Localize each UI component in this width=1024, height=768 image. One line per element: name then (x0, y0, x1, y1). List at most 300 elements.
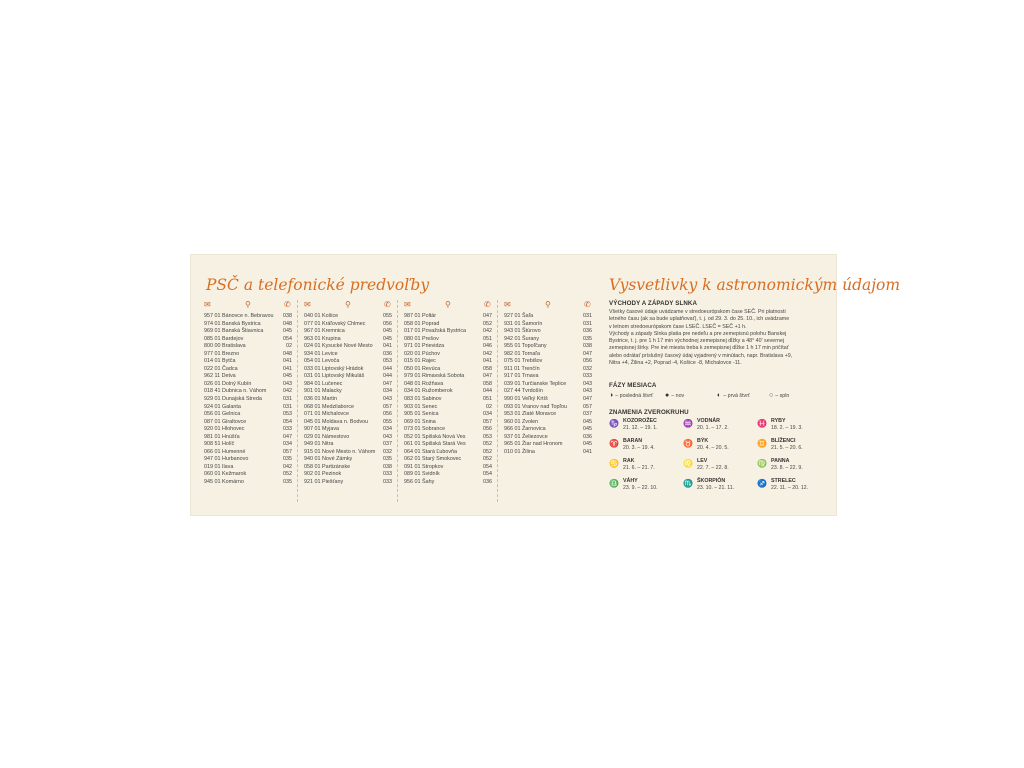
table-row (300, 411, 396, 419)
phone-prefix: 045 (583, 441, 592, 448)
phone-prefix: 057 (283, 448, 292, 455)
phone-prefix: 056 (483, 426, 492, 433)
table-row (200, 328, 296, 336)
zodiac-sign-icon: ♎ (609, 479, 619, 488)
postal-town: 931 01 Šamorín (504, 320, 543, 327)
zodiac-name: BÝK (697, 438, 709, 444)
zodiac-name: PANNA (771, 458, 790, 464)
postal-town: 962 11 Detva (204, 373, 236, 380)
postal-town: 977 01 Brezno (204, 350, 240, 357)
postal-town: 080 01 Prešov (404, 335, 439, 342)
phone-prefix: 035 (383, 456, 392, 463)
phone-prefix: 035 (583, 335, 592, 342)
postal-town: 039 01 Turčianske Teplice (504, 380, 567, 387)
table-row (400, 404, 496, 412)
zodiac-dates: 21. 6. – 21. 7. (623, 465, 655, 471)
zodiac-sign-icon: ♊ (757, 439, 767, 448)
phone-prefix: 045 (383, 328, 392, 335)
postal-town: 920 01 Hlohovec (204, 426, 245, 433)
phone-prefix: 038 (283, 313, 292, 319)
phone-prefix: 034 (483, 411, 492, 418)
zodiac-name: RYBY (771, 418, 786, 424)
table-row (200, 434, 296, 442)
table-row (500, 351, 596, 359)
table-row (300, 471, 396, 479)
zodiac-dates: 22. 7. – 22. 8. (697, 465, 729, 471)
table-row (500, 388, 596, 396)
table-row (500, 328, 596, 336)
table-row (200, 313, 296, 321)
zodiac-dates: 18. 2. – 19. 3. (771, 425, 803, 431)
table-row (200, 343, 296, 351)
zodiac-sign-icon: ♐ (757, 479, 767, 488)
zodiac-name: STRELEC (771, 478, 796, 484)
zodiac-item (757, 438, 831, 458)
postal-town: 018 41 Dubnica n. Váhom (204, 388, 267, 395)
postal-town: 987 01 Poltár (404, 313, 437, 319)
phone-icon: ✆ (284, 300, 291, 309)
sunrise-text-line: letného času (ak sa bude uplatňovať), t. j. od 29. 3. do 25. 10., ich uvádzame (609, 316, 790, 323)
zodiac-sign-icon: ♏ (683, 479, 693, 488)
postal-town: 963 01 Krupina (304, 335, 341, 342)
phone-prefix: 056 (383, 411, 392, 418)
table-row (200, 419, 296, 427)
postal-town: 965 01 Žiar nad Hronom (504, 441, 563, 448)
phone-prefix: 047 (583, 350, 592, 357)
postal-town: 034 01 Ružomberok (404, 388, 453, 395)
postal-town: 915 01 Nové Mesto n. Váhom (304, 448, 376, 455)
phone-prefix: 042 (483, 328, 492, 335)
postal-town: 017 01 Považská Bystrica (404, 328, 467, 335)
postal-town: 031 01 Liptovský Mikuláš (304, 373, 365, 380)
zodiac-item (609, 438, 683, 458)
table-row (300, 419, 396, 427)
moon-phase-label: – prvá štvrť (723, 393, 750, 399)
postal-town: 953 01 Zlaté Moravce (504, 411, 557, 418)
zodiac-name: ŠKORPIÓN (697, 478, 726, 484)
phone-prefix: 031 (583, 313, 592, 319)
table-row (400, 321, 496, 329)
table-row (300, 321, 396, 329)
postal-town: 902 01 Pezinok (304, 471, 342, 478)
phone-prefix: 033 (383, 479, 392, 486)
zodiac-name: LEV (697, 458, 708, 464)
phone-icon: ✆ (584, 300, 591, 309)
zodiac-item (609, 418, 683, 438)
postal-town: 929 01 Dunajská Streda (204, 396, 262, 403)
table-row (500, 426, 596, 434)
table-row (300, 351, 396, 359)
zodiac-item (683, 478, 757, 498)
zodiac-name: KOZOROŽEC (623, 418, 657, 424)
phone-icon: ✆ (484, 300, 491, 309)
phone-prefix: 035 (283, 456, 292, 463)
postal-town: 917 01 Trnava (504, 373, 539, 380)
postal-town: 085 01 Bardejov (204, 335, 244, 342)
phone-prefix: 037 (383, 441, 392, 448)
postal-town: 957 01 Bánovce n. Bebravou (204, 313, 274, 319)
table-row (400, 419, 496, 427)
phone-prefix: 034 (383, 426, 392, 433)
table-row (400, 381, 496, 389)
phone-prefix: 041 (583, 448, 592, 455)
table-row (400, 449, 496, 457)
table-row (400, 396, 496, 404)
zodiac-dates: 21. 12. – 19. 1. (623, 425, 658, 431)
phone-prefix: 056 (383, 320, 392, 327)
postal-town: 026 01 Dolný Kubín (204, 380, 252, 387)
mail-icon: ✉ (304, 300, 311, 309)
phone-prefix: 033 (383, 471, 392, 478)
table-row (400, 479, 496, 487)
pin-icon: ⚲ (345, 300, 351, 309)
postal-town: 942 01 Šurany (504, 335, 540, 342)
postal-town: 921 01 Piešťany (304, 479, 344, 486)
column-divider (497, 300, 498, 502)
table-row (500, 441, 596, 449)
phone-prefix: 02 (486, 403, 492, 410)
zodiac-dates: 23. 10. – 21. 11. (697, 485, 735, 491)
phone-prefix: 031 (283, 403, 292, 410)
table-row (500, 336, 596, 344)
postal-town: 024 01 Kysucké Nové Mesto (304, 343, 373, 350)
postal-town: 949 01 Nitra (304, 441, 334, 448)
moon-phase-item (665, 391, 684, 401)
table-row (200, 396, 296, 404)
table-row (300, 434, 396, 442)
phone-prefix: 043 (583, 380, 592, 387)
table-row (200, 404, 296, 412)
phone-prefix: 042 (283, 463, 292, 470)
zodiac-item (757, 478, 831, 498)
zodiac-dates: 21. 5. – 20. 6. (771, 445, 803, 451)
phone-prefix: 052 (483, 441, 492, 448)
moon-phase-icon: ◑ (609, 392, 614, 399)
postal-town: 947 01 Hurbanovo (204, 456, 249, 463)
phone-prefix: 045 (383, 335, 392, 342)
zodiac-list (609, 418, 831, 498)
zodiac-name: BLÍŽENCI (771, 438, 796, 444)
phone-prefix: 035 (283, 479, 292, 486)
table-row (400, 336, 496, 344)
postal-town: 056 01 Gelnica (204, 411, 241, 418)
table-row (300, 336, 396, 344)
table-row (200, 479, 296, 487)
phone-prefix: 041 (283, 358, 292, 365)
sunrise-text-line: zemepisnej šírky. Pre iné miesta treba k zemepisnej dĺžke 1 h 17 min pričítať (609, 345, 789, 352)
postal-town: 075 01 Trebišov (504, 358, 543, 365)
phone-prefix: 033 (283, 426, 292, 433)
postal-column (200, 300, 296, 510)
zodiac-dates: 22. 11. – 20. 12. (771, 485, 809, 491)
phone-prefix: 051 (483, 335, 492, 342)
table-row (200, 464, 296, 472)
postal-town: 014 01 Bytča (204, 358, 236, 365)
phone-prefix: 047 (383, 380, 392, 387)
postal-town: 052 01 Spišská Nová Ves (404, 433, 466, 440)
zodiac-dates: 23. 9. – 22. 10. (623, 485, 658, 491)
postal-town: 905 01 Senica (404, 411, 439, 418)
table-row (400, 411, 496, 419)
table-row (200, 366, 296, 374)
phone-prefix: 048 (283, 350, 292, 357)
zodiac-item (683, 418, 757, 438)
table-row (200, 351, 296, 359)
table-row (300, 358, 396, 366)
moon-phase-label: – nov (671, 393, 685, 399)
table-row (500, 404, 596, 412)
postal-town: 033 01 Liptovský Hrádok (304, 365, 364, 372)
postal-town: 924 01 Galanta (204, 403, 241, 410)
postal-town: 984 01 Lučenec (304, 380, 343, 387)
phone-prefix: 056 (583, 358, 592, 365)
table-row (500, 366, 596, 374)
phone-icon: ✆ (384, 300, 391, 309)
phone-prefix: 034 (383, 388, 392, 395)
zodiac-sign-icon: ♓ (757, 419, 767, 428)
zodiac-sign-icon: ♍ (757, 459, 767, 468)
table-row (400, 471, 496, 479)
zodiac-sign-icon: ♒ (683, 419, 693, 428)
postal-town: 089 01 Svidník (404, 471, 440, 478)
phone-prefix: 047 (583, 396, 592, 403)
phone-prefix: 047 (483, 373, 492, 380)
postal-town: 937 01 Želiezovce (504, 433, 548, 440)
sunrise-text-line: Východy a západy Slnka platia pre nedeľu a pre zemepisnú polohu Banskej (609, 330, 787, 337)
table-row (500, 381, 596, 389)
phone-prefix: 036 (483, 479, 492, 486)
table-row (400, 426, 496, 434)
zodiac-name: RAK (623, 458, 635, 464)
postal-town: 020 01 Púchov (404, 350, 440, 357)
postal-town: 010 01 Žilina (504, 448, 535, 455)
postal-town: 911 01 Trenčín (504, 365, 540, 372)
table-row (200, 426, 296, 434)
zodiac-item (757, 418, 831, 438)
sunrise-heading: VÝCHODY A ZÁPADY SLNKA (609, 300, 698, 307)
postal-town: 019 01 Ilava (204, 463, 234, 470)
postal-town: 943 01 Štúrovo (504, 328, 541, 335)
postal-town: 091 01 Stropkov (404, 463, 444, 470)
moon-phase-item (717, 391, 750, 401)
table-row (300, 328, 396, 336)
phone-prefix: 053 (483, 433, 492, 440)
postal-town: 960 01 Zvolen (504, 418, 539, 425)
table-row (500, 343, 596, 351)
table-row (500, 396, 596, 404)
phone-prefix: 043 (583, 388, 592, 395)
pin-icon: ⚲ (545, 300, 551, 309)
table-row (300, 404, 396, 412)
table-row (300, 426, 396, 434)
postal-town: 903 01 Senec (404, 403, 438, 410)
zodiac-item (609, 458, 683, 478)
astronomy-legend-section (609, 254, 901, 516)
phone-prefix: 043 (383, 396, 392, 403)
phone-prefix: 053 (283, 411, 292, 418)
postal-town: 966 01 Žarnovica (504, 426, 546, 433)
zodiac-heading: ZNAMENIA ZVEROKRUHU (609, 409, 689, 416)
zodiac-item (757, 458, 831, 478)
phone-prefix: 032 (383, 448, 392, 455)
phone-prefix: 055 (383, 418, 392, 425)
table-row (500, 373, 596, 381)
zodiac-name: BARAN (623, 438, 643, 444)
zodiac-sign-icon: ♋ (609, 459, 619, 468)
postal-town: 061 01 Spišská Stará Ves (404, 441, 466, 448)
postal-town: 036 01 Martin (304, 396, 337, 403)
postal-town: 093 01 Vranov nad Topľou (504, 403, 568, 410)
table-row (500, 313, 596, 321)
zodiac-item (609, 478, 683, 498)
table-row (300, 396, 396, 404)
table-row (300, 388, 396, 396)
phone-prefix: 045 (283, 328, 292, 335)
zodiac-sign-icon: ♈ (609, 439, 619, 448)
table-row (200, 336, 296, 344)
table-row (300, 449, 396, 457)
phone-prefix: 047 (283, 433, 292, 440)
phone-prefix: 043 (383, 433, 392, 440)
phone-prefix: 058 (483, 365, 492, 372)
zodiac-dates: 20. 1. – 17. 2. (697, 425, 729, 431)
zodiac-item (683, 438, 757, 458)
phone-prefix: 036 (583, 328, 592, 335)
moon-phase-label: – spln (775, 393, 790, 399)
table-row (500, 449, 596, 457)
phone-prefix: 054 (283, 418, 292, 425)
postal-town: 971 01 Prievidza (404, 343, 445, 350)
phone-prefix: 044 (483, 388, 492, 395)
table-row (300, 381, 396, 389)
zodiac-dates: 20. 3. – 19. 4. (623, 445, 655, 451)
table-row (300, 441, 396, 449)
table-row (400, 388, 496, 396)
moon-phase-item (609, 391, 653, 401)
pin-icon: ⚲ (245, 300, 251, 309)
phone-prefix: 031 (283, 396, 292, 403)
column-divider (297, 300, 298, 502)
postal-town: 071 01 Michalovce (304, 411, 349, 418)
phone-prefix: 043 (283, 380, 292, 387)
phone-prefix: 055 (383, 313, 392, 319)
phone-prefix: 046 (483, 343, 492, 350)
postal-town: 040 01 Košice (304, 313, 339, 319)
phone-prefix: 057 (583, 403, 592, 410)
postal-column (500, 300, 596, 510)
postal-town: 955 01 Topoľčany (504, 343, 547, 350)
phone-prefix: 036 (383, 350, 392, 357)
moon-phase-icon: ○ (769, 392, 774, 399)
postal-town: 927 01 Šaľa (504, 313, 534, 319)
table-row (300, 366, 396, 374)
table-row (400, 464, 496, 472)
table-row (500, 358, 596, 366)
phone-prefix: 057 (383, 403, 392, 410)
moon-phases-list (609, 391, 831, 401)
sunrise-text-line: v letnom stredoeurópskom čase LSEČ. LSEČ = SEČ +1 h. (609, 323, 747, 330)
table-row (400, 328, 496, 336)
postal-town: 029 01 Námestovo (304, 433, 350, 440)
zodiac-name: VODNÁR (697, 418, 720, 424)
table-row (400, 441, 496, 449)
zodiac-sign-icon: ♌ (683, 459, 693, 468)
table-row (300, 479, 396, 487)
postal-town: 800 00 Bratislava (204, 343, 246, 350)
phone-prefix: 054 (483, 463, 492, 470)
phone-prefix: 041 (383, 343, 392, 350)
postal-town: 069 01 Snina (404, 418, 436, 425)
phone-prefix: 041 (283, 365, 292, 372)
table-row (400, 434, 496, 442)
postal-town: 050 01 Revúca (404, 365, 441, 372)
sunrise-text-line: alebo odrátať príslušný časový údaj vyjadrený v minútach, napr. Bratislava +9, (609, 352, 793, 359)
postal-town: 015 01 Rajec (404, 358, 436, 365)
postal-town: 981 01 Hnúšťa (204, 433, 240, 440)
table-row (400, 343, 496, 351)
table-row (200, 449, 296, 457)
moon-phases-heading: FÁZY MESIACA (609, 382, 657, 389)
postal-town: 940 01 Nové Zámky (304, 456, 353, 463)
phone-prefix: 045 (583, 426, 592, 433)
postal-town: 068 01 Medzilaborce (304, 403, 355, 410)
table-row (300, 313, 396, 321)
phone-prefix: 042 (283, 388, 292, 395)
phone-prefix: 032 (583, 365, 592, 372)
table-row (400, 351, 496, 359)
astronomy-legend-title: Vysvetlivky k astronomickým údajom (609, 276, 901, 294)
moon-phase-icon: ◐ (717, 392, 722, 399)
postal-codes-title: PSČ a telefonické predvoľby (206, 276, 430, 294)
phone-prefix: 058 (483, 380, 492, 387)
phone-prefix: 047 (483, 313, 492, 319)
postal-town: 027 44 Tvrdošín (504, 388, 543, 395)
phone-prefix: 044 (383, 365, 392, 372)
sunrise-text-line: Nitra +4, Žilina +2, Poprad -4, Košice -8, Michalovce -11. (609, 360, 742, 367)
postal-town: 956 01 Šahy (404, 479, 435, 486)
phone-prefix: 054 (283, 335, 292, 342)
table-row (200, 381, 296, 389)
table-row (400, 313, 496, 321)
table-row (200, 411, 296, 419)
table-row (200, 373, 296, 381)
postal-town: 974 01 Banská Bystrica (204, 320, 261, 327)
postal-town: 907 01 Myjava (304, 426, 340, 433)
phone-prefix: 048 (283, 320, 292, 327)
postal-town: 908 51 Holíč (204, 441, 235, 448)
postal-town: 979 01 Rimavská Sobota (404, 373, 465, 380)
postal-column (400, 300, 496, 510)
zodiac-sign-icon: ♉ (683, 439, 693, 448)
zodiac-item (683, 458, 757, 478)
sunrise-text-line: Všetky časové údaje uvádzame v stredoeurópskom čase SEČ. Pri platnosti (609, 309, 786, 315)
phone-prefix: 045 (283, 373, 292, 380)
phone-prefix: 057 (483, 418, 492, 425)
postal-town: 062 01 Starý Smokovec (404, 456, 462, 463)
postal-town: 060 01 Kežmarok (204, 471, 247, 478)
table-row (500, 321, 596, 329)
column-divider (397, 300, 398, 502)
phone-prefix: 034 (283, 441, 292, 448)
zodiac-dates: 20. 4. – 20. 5. (697, 445, 729, 451)
phone-prefix: 033 (583, 373, 592, 380)
table-row (200, 388, 296, 396)
postal-town: 087 01 Giraltovce (204, 418, 247, 425)
phone-prefix: 038 (383, 463, 392, 470)
table-row (300, 464, 396, 472)
table-row (200, 456, 296, 464)
postal-town: 045 01 Moldava n. Bodvou (304, 418, 369, 425)
